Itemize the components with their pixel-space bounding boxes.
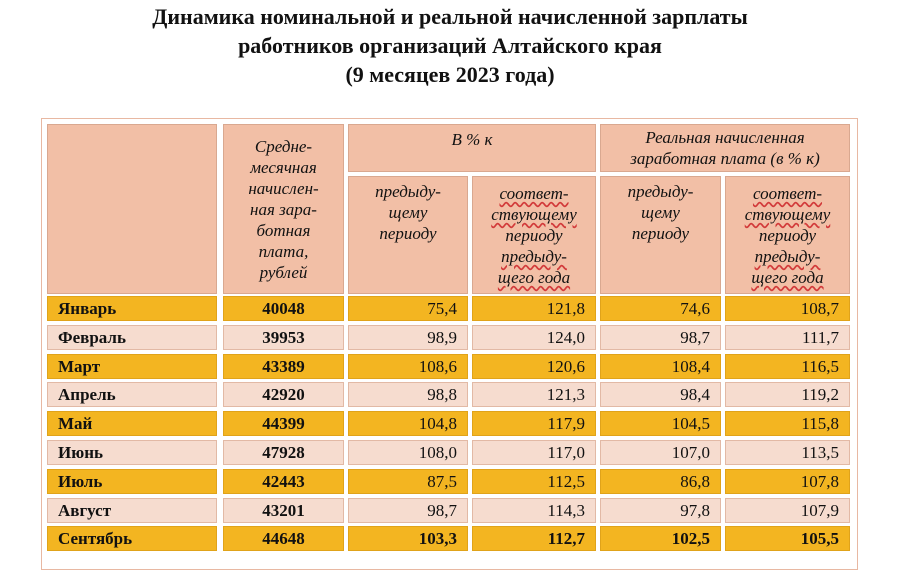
page-title [0,2,900,89]
table-cell-month: Май [47,411,217,436]
table-cell-nom-year: 120,6 [472,354,596,379]
table-cell-salary: 44648 [223,526,344,551]
table-cell-real-prev: 74,6 [600,296,721,321]
table-cell-real-year: 116,5 [725,354,850,379]
table-cell-nom-prev: 103,3 [348,526,468,551]
table-cell-salary: 40048 [223,296,344,321]
table-cell-nom-year: 112,5 [472,469,596,494]
table-cell-nom-year: 124,0 [472,325,596,350]
table-cell-month: Июнь [47,440,217,465]
table-cell-real-year: 119,2 [725,382,850,407]
table-cell-salary: 47928 [223,440,344,465]
table-cell-real-year: 107,9 [725,498,850,523]
table-cell-nom-year: 121,8 [472,296,596,321]
title-line-1: Динамика номинальной и реальной начисленной зарплаты [152,4,748,29]
table-cell-nom-prev: 98,7 [348,498,468,523]
table-cell-month: Февраль [47,325,217,350]
header-salary: Средне- месячная начислен- ная зара- ботная плата, рублей [223,124,344,294]
table-cell-nom-year: 114,3 [472,498,596,523]
table-cell-nom-year: 121,3 [472,382,596,407]
table-cell-month: Март [47,354,217,379]
table-cell-salary: 42443 [223,469,344,494]
header-corner-cell [47,124,217,294]
table-cell-real-year: 108,7 [725,296,850,321]
header-real-prev-period: предыду- щему периоду [600,176,721,294]
table-cell-real-prev: 108,4 [600,354,721,379]
table-cell-nom-prev: 75,4 [348,296,468,321]
header-real-group: Реальная начисленная заработная плата (в % к) [600,124,850,172]
table-cell-nom-year: 117,0 [472,440,596,465]
table-cell-real-prev: 107,0 [600,440,721,465]
table-cell-real-prev: 86,8 [600,469,721,494]
table-cell-nom-year: 117,9 [472,411,596,436]
table-cell-salary: 43389 [223,354,344,379]
table-cell-salary: 39953 [223,325,344,350]
table-cell-month: Сентябрь [47,526,217,551]
table-cell-salary: 43201 [223,498,344,523]
table-cell-salary: 42920 [223,382,344,407]
table-cell-real-year: 111,7 [725,325,850,350]
table-cell-real-prev: 104,5 [600,411,721,436]
table-cell-real-year: 105,5 [725,526,850,551]
table-cell-nom-prev: 87,5 [348,469,468,494]
table-cell-nom-prev: 98,8 [348,382,468,407]
table-cell-real-year: 113,5 [725,440,850,465]
table-cell-real-prev: 97,8 [600,498,721,523]
title-line-2: работников организаций Алтайского края [238,33,662,58]
table-cell-nom-prev: 108,6 [348,354,468,379]
table-cell-month: Август [47,498,217,523]
table-cell-nom-prev: 104,8 [348,411,468,436]
table-cell-month: Январь [47,296,217,321]
header-nominal-prev-period: предыду- щему периоду [348,176,468,294]
table-cell-month: Июль [47,469,217,494]
header-real-same-period: соответ- ствующему периоду предыду- щего года [725,176,850,294]
title-line-3: (9 месяцев 2023 года) [345,62,555,87]
header-nominal-same-period: соответ- ствующему периоду предыду- щего года [472,176,596,294]
table-cell-nom-year: 112,7 [472,526,596,551]
table-cell-nom-prev: 108,0 [348,440,468,465]
table-cell-real-year: 115,8 [725,411,850,436]
table-cell-real-prev: 98,4 [600,382,721,407]
table-cell-nom-prev: 98,9 [348,325,468,350]
table-cell-real-year: 107,8 [725,469,850,494]
table-cell-real-prev: 102,5 [600,526,721,551]
header-nominal-group: В % к [348,124,596,172]
table-cell-salary: 44399 [223,411,344,436]
table-cell-real-prev: 98,7 [600,325,721,350]
table-cell-month: Апрель [47,382,217,407]
